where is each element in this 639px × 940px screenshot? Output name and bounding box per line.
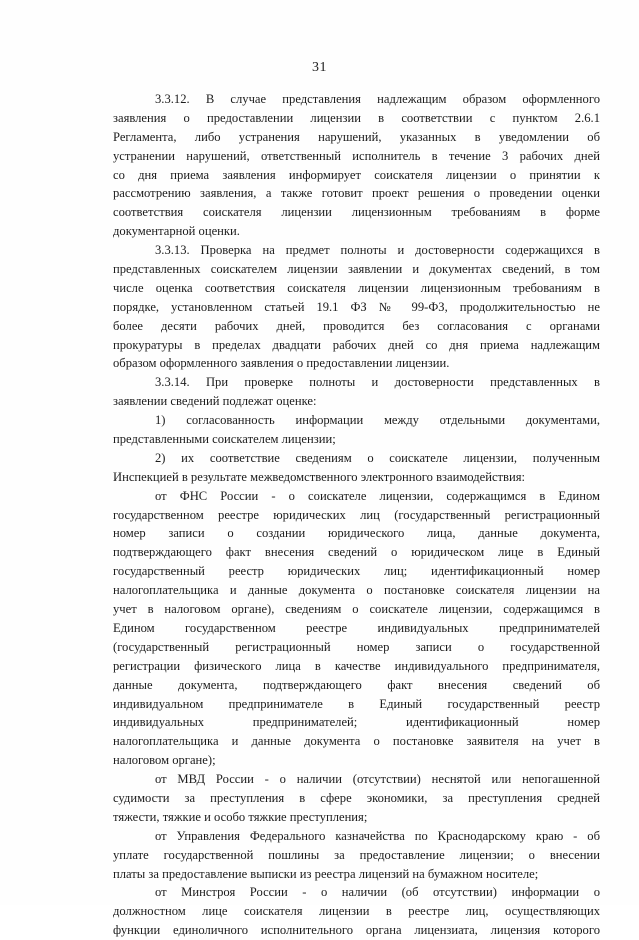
text-line: тяжести, тяжкие и особо тяжкие преступления; <box>113 809 368 824</box>
text-line: государственном реестре юридических лиц (государственный регистрационный <box>113 507 600 522</box>
text-line: устранении нарушений, ответственный исполнитель в течение 3 рабочих дней <box>113 148 600 163</box>
text-line: рассмотрению заявления, а также готовит проект решения о проведении оценки <box>113 186 600 201</box>
text-line: платы за предоставление выписки из реестра лицензий на бумажном носителе; <box>113 866 539 881</box>
text-line: индивидуальном предпринимателе в Единый государственный реестр <box>113 696 600 711</box>
text-line: индивидуальных предпринимателей; идентификационный номер <box>113 715 600 730</box>
text-line: Регламента, либо устранения нарушений, указанных в уведомлении об <box>113 129 600 144</box>
text-line: от МВД России - о наличии (отсутствии) неснятой или непогашенной <box>155 772 600 787</box>
text-line: 3.3.13. Проверка на предмет полноты и достоверности содержащихся в <box>155 243 600 258</box>
text-line: 3.3.12. В случае представления надлежащим образом оформленного <box>155 92 600 106</box>
text-line: 2) их соответствие сведениям о соискателе лицензии, полученным <box>155 450 600 465</box>
text-line: документарной оценки. <box>113 224 240 239</box>
text-line: функции единоличного исполнительного органа лицензиата, лицензия которого <box>113 923 600 938</box>
text-line: представленными соискателем лицензии; <box>113 432 336 447</box>
text-line: Инспекцией в результате межведомственного электронного взаимодействия: <box>113 469 526 484</box>
text-line: от Управления Федерального казначейства по Краснодарскому краю - об <box>155 828 600 843</box>
text-line: данные документа, подтверждающего факт внесения сведений об <box>113 677 600 692</box>
text-line: налогоплательщика и данные документа о постановке заявителя на учет в <box>113 734 600 749</box>
text-line: (государственный регистрационный номер записи о государственной <box>113 639 600 654</box>
text-line: номер записи о создании юридического лица, данные документа, <box>113 526 600 541</box>
text-line: соответствия соискателя лицензии лицензионным требованиям в форме <box>113 205 600 220</box>
text-line: со дня приема заявления информирует соискателя лицензии о принятии к <box>113 167 600 182</box>
text-line: порядке, установленном статьей 19.1 ФЗ № 99-ФЗ, продолжительностью не <box>113 299 600 314</box>
text-line: государственный реестр юридических лиц; идентификационный номер <box>113 564 600 579</box>
text-line: судимости за преступления в сфере экономики, за преступления средней <box>113 790 600 805</box>
text-line: заявления о предоставлении лицензии в соответствии с пунктом 2.6.1 <box>113 110 600 125</box>
text-line: заявлении сведений подлежат оценке: <box>113 394 317 409</box>
text-line: учет в налоговом органе), сведениям о соискателе лицензии, содержащимся в <box>113 602 600 617</box>
text-line: образом оформленного заявления о предоставлении лицензии. <box>113 356 450 371</box>
text-line: налоговом органе); <box>113 753 216 768</box>
text-line: уплате государственной пошлины за предоставление лицензии; о внесении <box>113 847 600 862</box>
text-line: числе оценка соответствия соискателя лицензии лицензионным требованиям в <box>113 280 600 295</box>
text-line: Едином государственном реестре индивидуальных предпринимателей <box>113 620 600 635</box>
text-line: налогоплательщика и данные документа о постановке соискателя лицензии на <box>113 583 600 598</box>
text-line: прокуратуры в пределах двадцати рабочих дней со дня приема надлежащим <box>113 337 600 352</box>
text-line: более десяти рабочих дней, проводится без согласования с органами <box>113 318 600 333</box>
text-line: 3.3.14. При проверке полноты и достоверности представленных в <box>155 375 600 390</box>
text-line: представленных соискателем лицензии заявлении и документах сведений, в том <box>113 262 600 277</box>
text-line: от Минстроя России - о наличии (об отсутствии) информации о <box>155 885 600 900</box>
document-body <box>113 90 600 940</box>
text-line: 1) согласованность информации между отдельными документами, <box>155 413 600 428</box>
text-line: подтверждающего факт внесения сведений о юридическом лице в Единый <box>113 545 600 560</box>
page-number: 31 <box>312 60 327 75</box>
text-line: должностном лице соискателя лицензии в реестре лиц, осуществляющих <box>113 904 600 919</box>
text-line: регистрации физического лица в качестве индивидуального предпринимателя, <box>113 658 600 673</box>
text-line: от ФНС России - о соискателе лицензии, содержащимся в Едином <box>155 488 600 503</box>
